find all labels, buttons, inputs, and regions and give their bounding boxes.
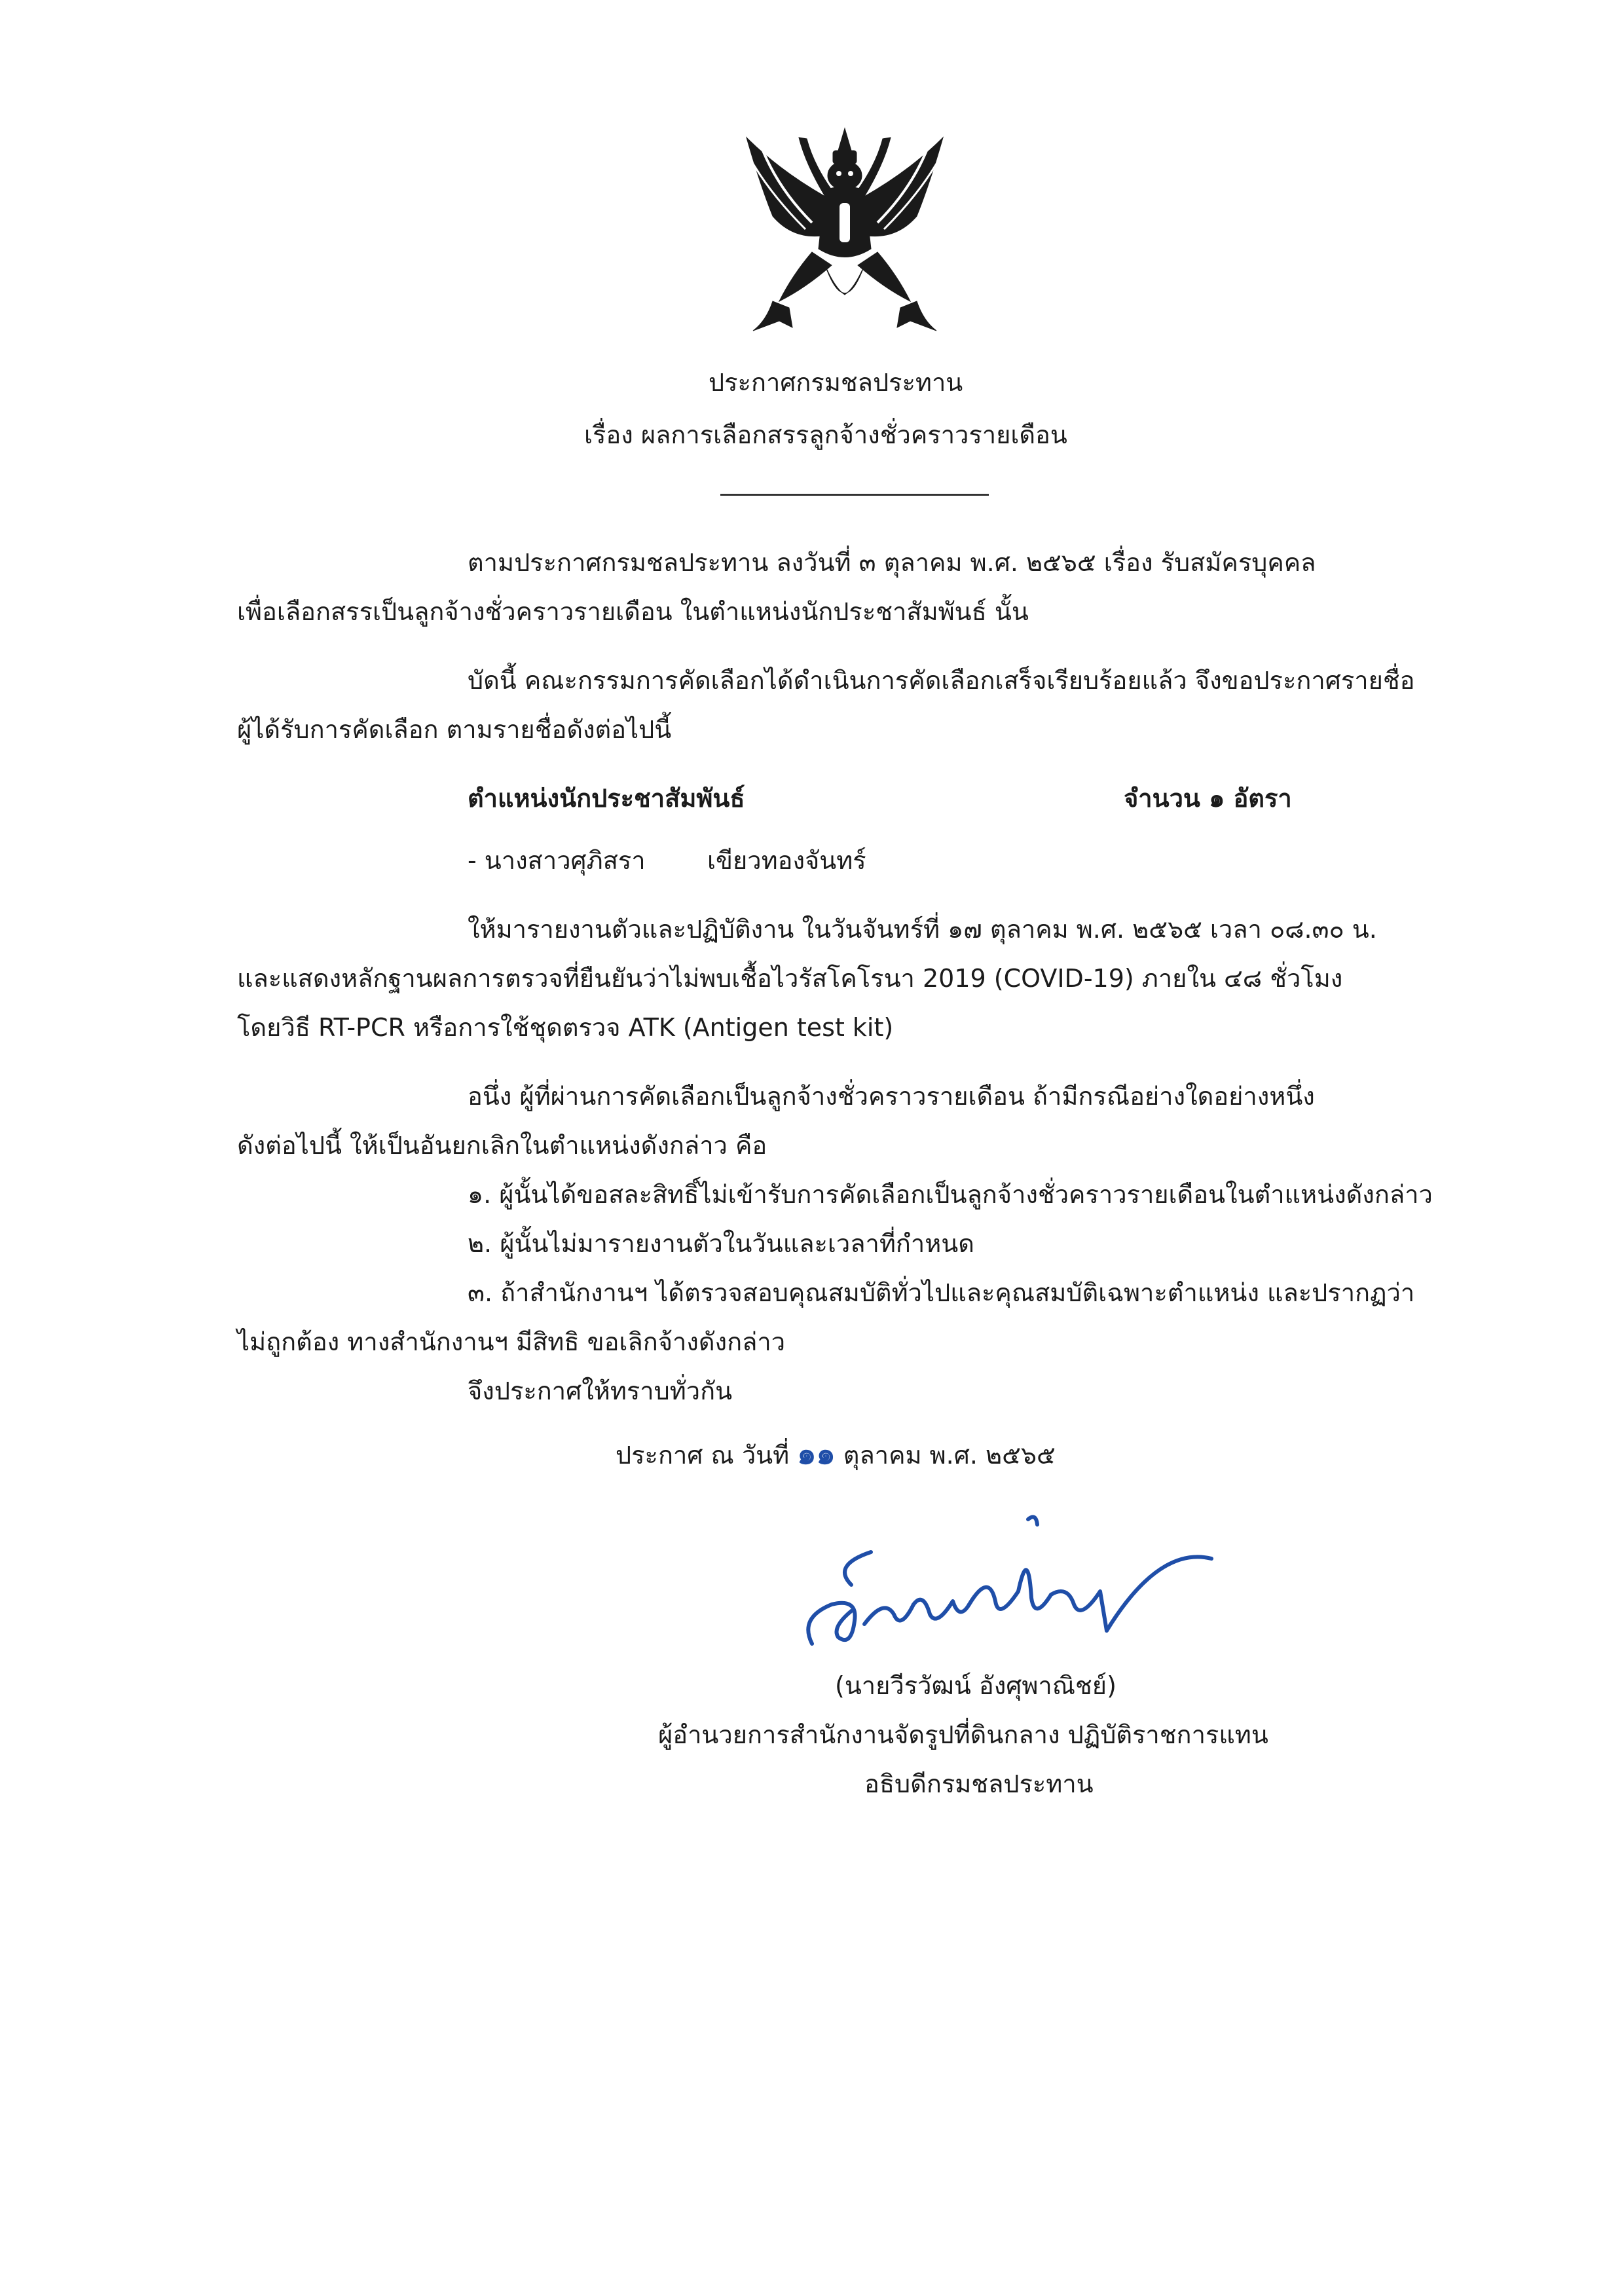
paragraph-1-line-2: เพื่อเลือกสรรเป็นลูกจ้างชั่วคราวรายเดือน ในตำแหน่งนักประชาสัมพันธ์ นั้น <box>237 597 1029 626</box>
paragraph-1-line-1: ตามประกาศกรมชลประทาน ลงวันที่ ๓ ตุลาคม พ.ศ. ๒๕๖๕ เรื่อง รับสมัครบุคคล <box>468 548 1316 577</box>
title-divider <box>720 494 989 496</box>
list-item-1: ๑. ผู้นั้นได้ขอสละสิทธิ์ไม่เข้ารับการคัดเลือกเป็นลูกจ้างชั่วคราวรายเดือนในตำแหน่งดังกล่าว <box>468 1180 1433 1209</box>
announcement-date <box>616 1437 1056 1471</box>
announcement-title: ประกาศกรมชลประทาน <box>709 368 963 397</box>
signatory-title: ผู้อำนวยการสำนักงานจัดรูปที่ดินกลาง ปฏิบัติราชการแทน <box>658 1720 1268 1749</box>
paragraph-3-line-2: และแสดงหลักฐานผลการตรวจที่ยืนยันว่าไม่พบเชื้อไวรัสโคโรนา 2019 (COVID-19) ภายใน ๔๘ ชั่วโมง <box>237 964 1343 993</box>
candidate-first-name: - นางสาวศุภิสรา <box>468 846 646 875</box>
paragraph-4-line-2: ดังต่อไปนี้ ให้เป็นอันยกเลิกในตำแหน่งดังกล่าว คือ <box>237 1131 767 1160</box>
list-item-3-line-2: ไม่ถูกต้อง ทางสำนักงานฯ มีสิทธิ ขอเลิกจ้างดังกล่าว <box>237 1327 786 1356</box>
position-count: จำนวน ๑ อัตรา <box>1124 784 1292 813</box>
paragraph-3-line-1: ให้มารายงานตัวและปฏิบัติงาน ในวันจันทร์ที่ ๑๗ ตุลาคม พ.ศ. ๒๕๖๕ เวลา ๐๘.๓๐ น. <box>468 915 1377 944</box>
position-label: ตำแหน่งนักประชาสัมพันธ์ <box>468 784 745 813</box>
announcement-subject: เรื่อง ผลการเลือกสรรลูกจ้างชั่วคราวรายเดือน <box>584 420 1067 449</box>
signature-image <box>792 1506 1225 1676</box>
garuda-emblem-icon <box>733 124 956 334</box>
list-item-2: ๒. ผู้นั้นไม่มารายงานตัวในวันและเวลาที่กำหนด <box>468 1229 974 1258</box>
date-day-handwritten: ๑๑ <box>797 1435 836 1471</box>
closing-statement: จึงประกาศให้ทราบทั่วกัน <box>468 1377 733 1405</box>
paragraph-3-line-3: โดยวิธี RT-PCR หรือการใช้ชุดตรวจ ATK (Antigen test kit) <box>237 1013 894 1042</box>
signatory-name: (นายวีรวัฒน์ อังศุพาณิชย์) <box>835 1671 1116 1700</box>
date-prefix: ประกาศ ณ วันที่ <box>616 1441 790 1470</box>
candidate-last-name: เขียวทองจันทร์ <box>707 846 866 875</box>
paragraph-2-line-1: บัดนี้ คณะกรรมการคัดเลือกได้ดำเนินการคัดเลือกเสร็จเรียบร้อยแล้ว จึงขอประกาศรายชื่อ <box>468 666 1415 695</box>
list-item-3-line-1: ๓. ถ้าสำนักงานฯ ได้ตรวจสอบคุณสมบัติทั่วไปและคุณสมบัติเฉพาะตำแหน่ง และปรากฏว่า <box>468 1278 1415 1307</box>
date-suffix: ตุลาคม พ.ศ. ๒๕๖๕ <box>843 1441 1056 1470</box>
paragraph-2-line-2: ผู้ได้รับการคัดเลือก ตามรายชื่อดังต่อไปนี้ <box>237 715 672 744</box>
signatory-organization: อธิบดีกรมชลประทาน <box>864 1769 1094 1798</box>
paragraph-4-line-1: อนึ่ง ผู้ที่ผ่านการคัดเลือกเป็นลูกจ้างชั่วคราวรายเดือน ถ้ามีกรณีอย่างใดอย่างหนึ่ง <box>468 1082 1315 1111</box>
